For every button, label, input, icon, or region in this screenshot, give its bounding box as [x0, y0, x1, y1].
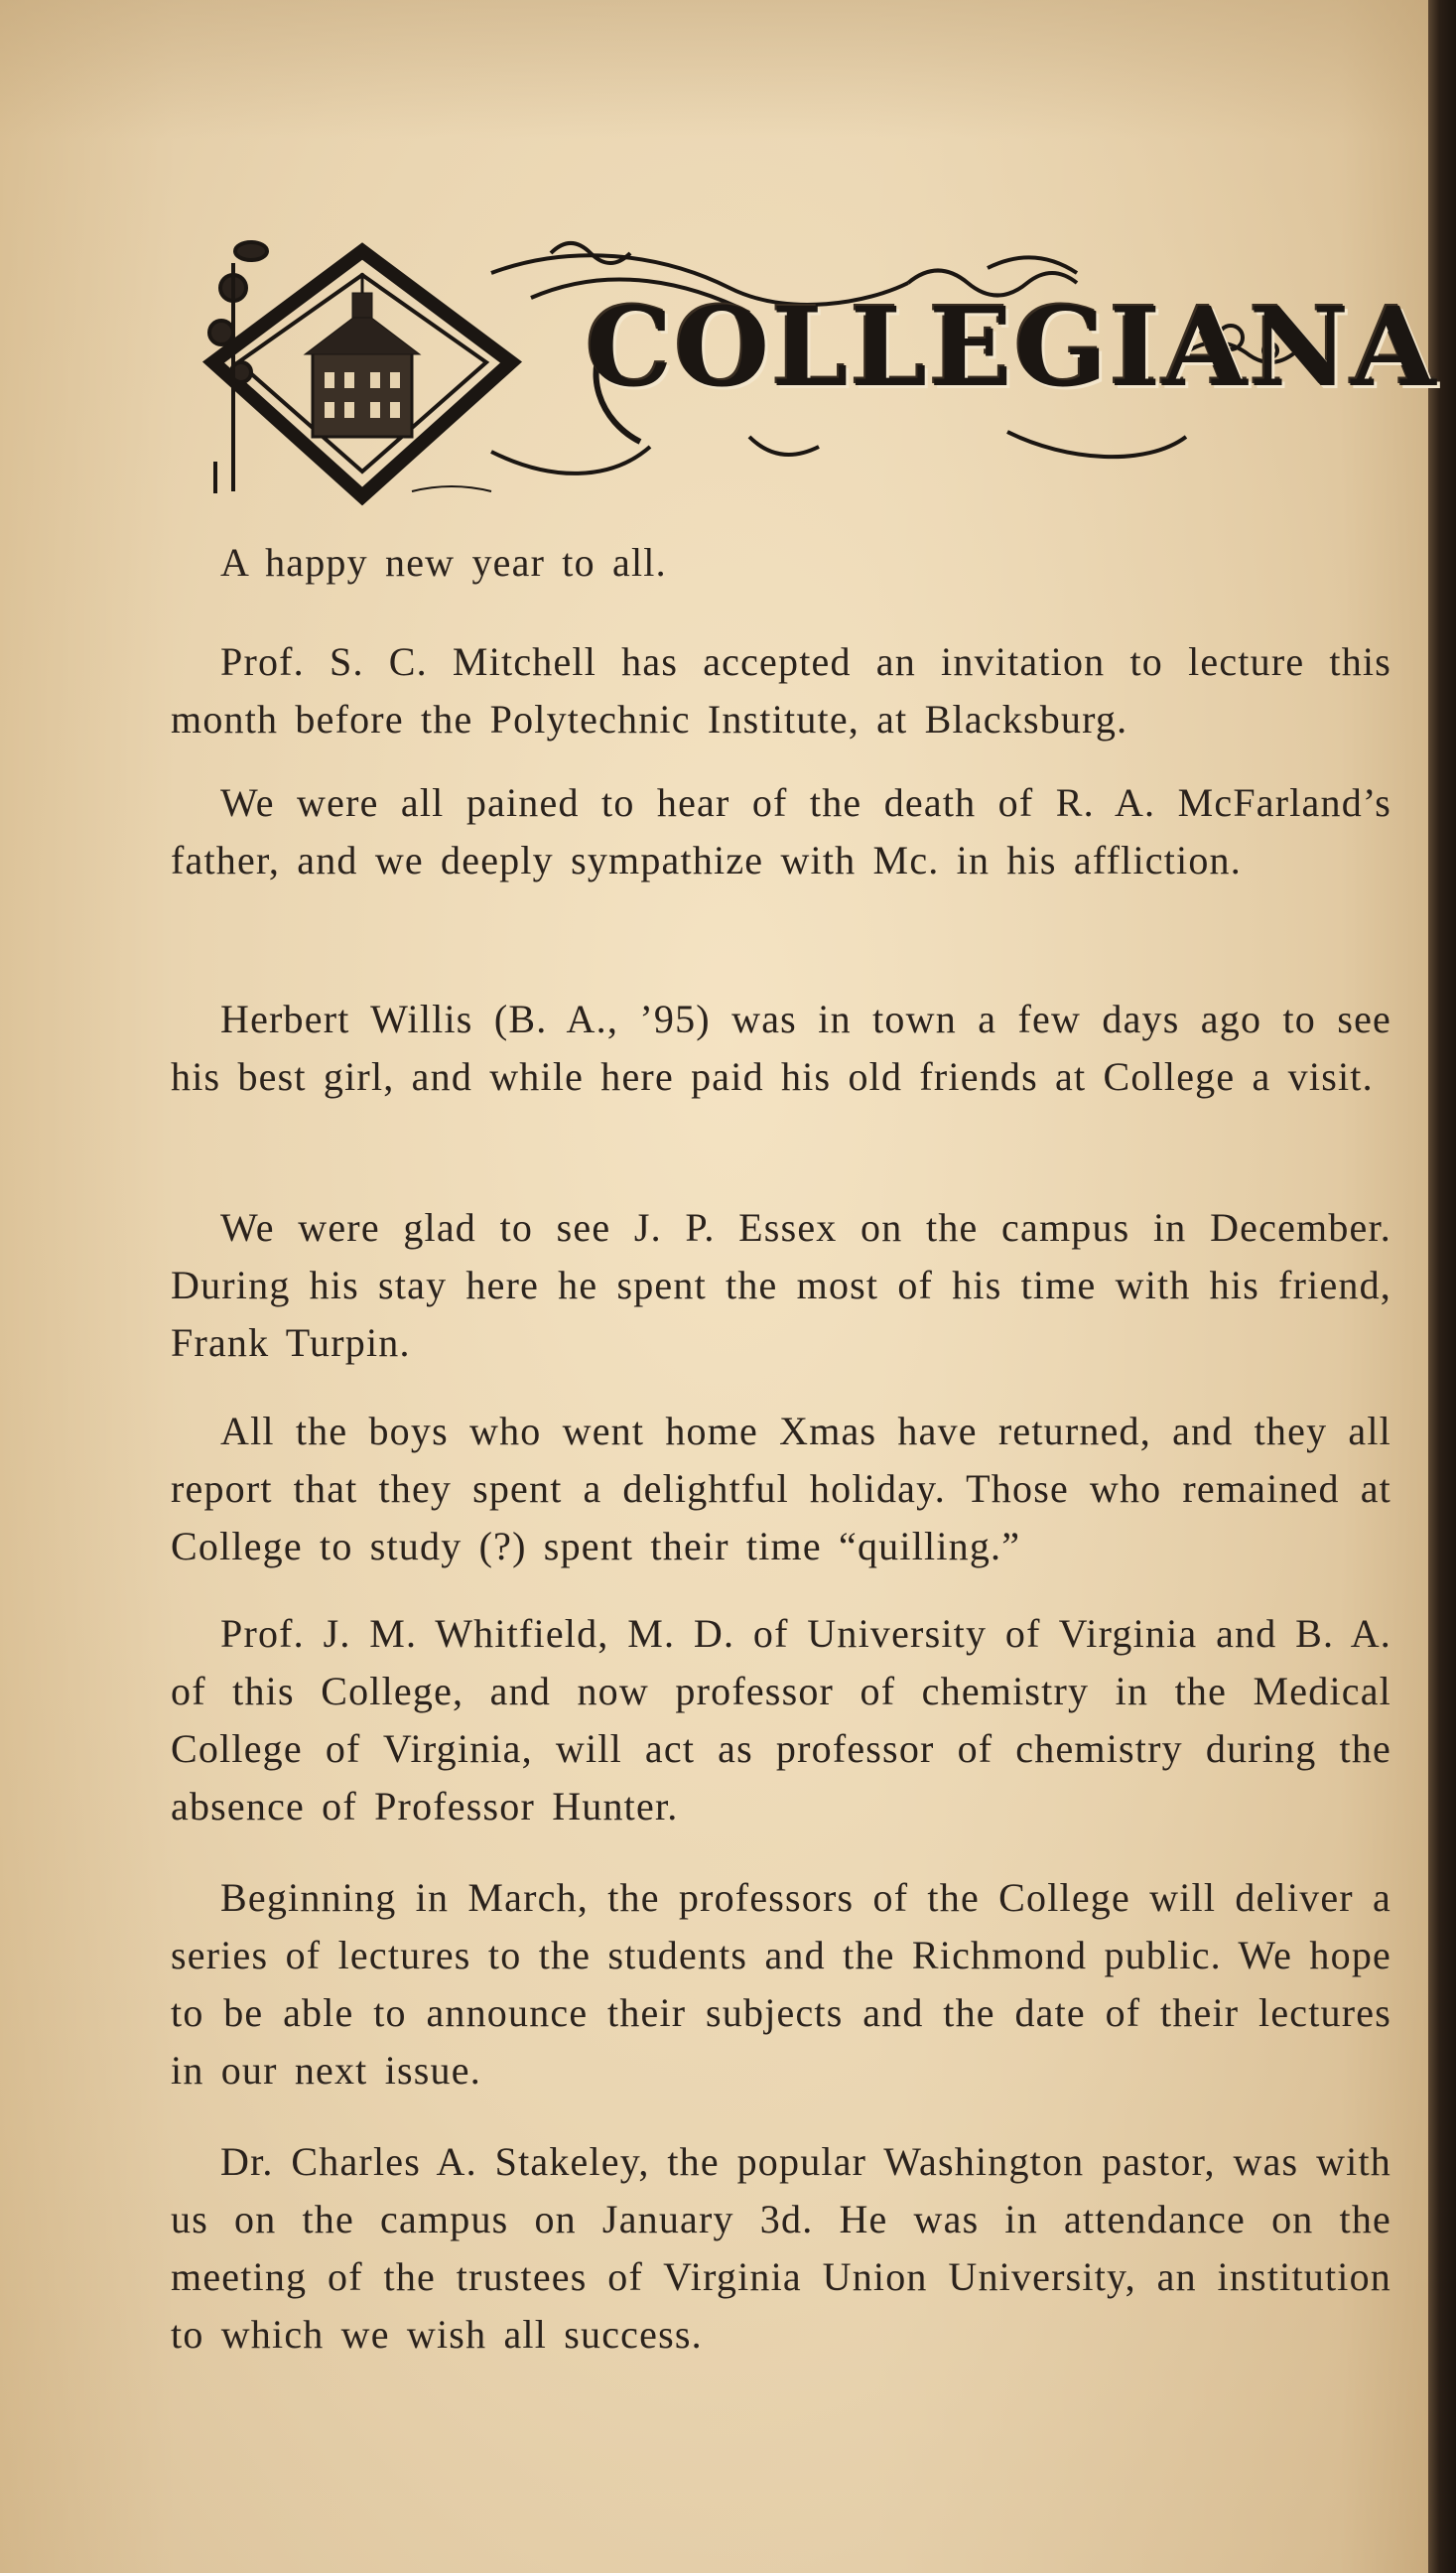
paragraph-text: Dr. Charles A. Stakeley, the popular Washington pastor, was with us on the campus on January 3d. He was in attendance on the meeting of the trustees of Virginia Union University, an institution to which we wish all success.	[171, 2139, 1391, 2357]
paragraph-mcfarland	[171, 774, 1391, 889]
paragraph-text: We were glad to see J. P. Essex on the campus in December. During his stay here he spent the most of his time with his friend, Frank Turpin.	[171, 1205, 1391, 1365]
paragraph-whitfield	[171, 1605, 1391, 1835]
paragraph-text: Prof. J. M. Whitfield, M. D. of University of Virginia and B. A. of this College, and now professor of chemistry in the Medical College of Virginia, will act as professor of chemistry during the absence of Professor Hunter.	[171, 1611, 1391, 1828]
collegiana-header	[194, 233, 1438, 511]
paragraph-lectures	[171, 1869, 1391, 2099]
paragraph-text: Herbert Willis (B. A., ’95) was in town a few days ago to see his best girl, and while here paid his old friends at College a visit.	[171, 997, 1391, 1099]
paragraph-mitchell	[171, 633, 1391, 748]
paragraph-new-year	[171, 534, 1391, 592]
paragraph-essex	[171, 1199, 1391, 1372]
paragraph-willis	[171, 991, 1391, 1106]
paragraph-text: All the boys who went home Xmas have returned, and they all report that they spent a delightful holiday. Those who remained at College to study (?) spent their time “quilling.”	[171, 1409, 1391, 1568]
paragraph-text: Prof. S. C. Mitchell has accepted an invitation to lecture this month before the Polytechnic Institute, at Blacksburg.	[171, 639, 1391, 742]
section-title: COLLEGIANA	[586, 283, 1438, 411]
diamond-emblem-icon	[213, 251, 511, 496]
paragraph-text: A happy new year to all.	[220, 540, 667, 585]
paragraph-stakeley	[171, 2133, 1391, 2364]
paragraph-text: Beginning in March, the professors of the College will deliver a series of lectures to the students and the Richmond public. We hope to be able to announce their subjects and the date of their lectures in our next issue.	[171, 1875, 1391, 2093]
paragraph-text: We were all pained to hear of the death of R. A. McFarland’s father, and we deeply sympathize with Mc. in his affliction.	[171, 780, 1391, 882]
paragraph-xmas	[171, 1403, 1391, 1575]
page-stain	[0, 0, 1456, 139]
